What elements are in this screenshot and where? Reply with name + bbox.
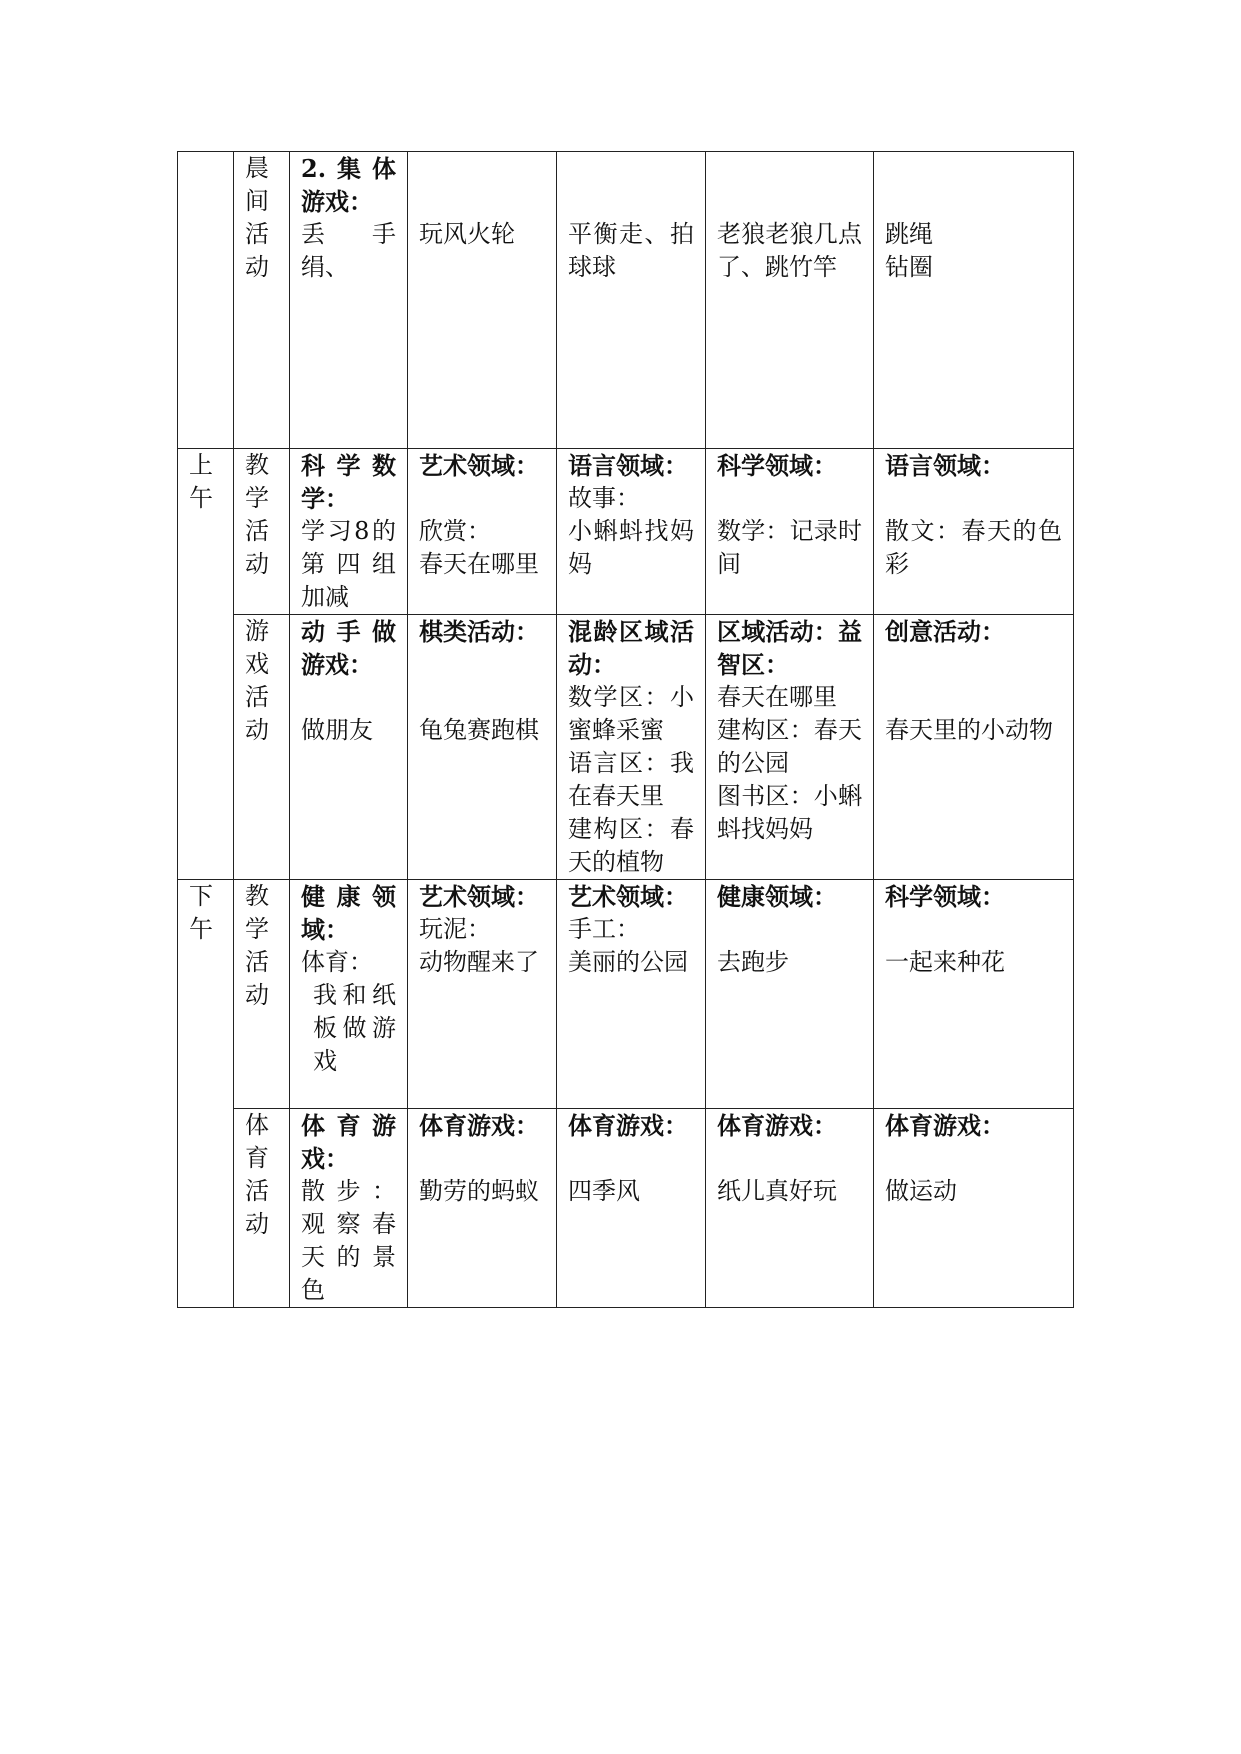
cell-heading: 体育游戏： — [301, 1111, 396, 1173]
cell-text: 春天里的小动物 — [885, 716, 1053, 744]
table-row — [178, 152, 1074, 449]
cell-text: 丢手绢、 — [301, 220, 396, 281]
activity-char: 活 — [245, 1177, 269, 1205]
period-cell-pm — [178, 880, 234, 1308]
cell-text: 语言区：我在春天里 — [568, 749, 694, 810]
period-char: 下 — [189, 882, 213, 910]
cell-heading: 区域活动：益智区： — [717, 617, 862, 679]
cell-text: 一起来种花 — [885, 948, 1005, 976]
table-row — [178, 449, 1074, 615]
schedule-cell — [408, 880, 557, 1109]
activity-label-cell — [234, 880, 290, 1109]
cell-text: 纸儿真好玩 — [717, 1177, 837, 1205]
cell-text: 学习8的第四组加减 — [301, 517, 396, 611]
schedule-cell — [290, 152, 408, 449]
schedule-cell — [706, 615, 874, 880]
schedule-cell — [706, 152, 874, 449]
cell-heading: 棋类活动： — [419, 617, 539, 646]
activity-char: 戏 — [245, 650, 269, 678]
schedule-cell — [874, 615, 1074, 880]
schedule-cell — [557, 880, 706, 1109]
schedule-cell — [874, 880, 1074, 1109]
cell-text: 钻圈 — [885, 253, 933, 281]
activity-char: 学 — [245, 915, 269, 943]
table-row — [178, 615, 1074, 880]
cell-text: 散文：春天的色彩 — [885, 517, 1062, 578]
cell-heading: 健康领域： — [301, 882, 396, 944]
cell-text: 平衡走、拍球球 — [568, 220, 694, 281]
cell-text: 图书区：小蝌蚪找妈妈 — [717, 782, 862, 843]
cell-text: 体育： — [301, 948, 373, 976]
cell-text: 数学：记录时间 — [717, 517, 862, 578]
cell-text: 勤劳的蚂蚁 — [419, 1177, 539, 1205]
cell-text: 欣赏： — [419, 517, 491, 545]
schedule-cell — [408, 152, 557, 449]
schedule-cell — [290, 449, 408, 615]
cell-heading: 体育游戏： — [717, 1111, 837, 1140]
activity-char: 学 — [245, 484, 269, 512]
cell-heading: 艺术领域： — [419, 882, 539, 911]
cell-heading: 创意活动： — [885, 617, 1005, 646]
cell-heading: 体育游戏： — [419, 1111, 539, 1140]
cell-text: 建构区：春天的植物 — [568, 815, 694, 876]
weekly-schedule-table — [177, 151, 1074, 1308]
activity-char: 活 — [245, 948, 269, 976]
activity-char: 动 — [245, 253, 269, 281]
period-char: 午 — [189, 915, 213, 943]
cell-text: 老狼老狼几点了、跳竹竿 — [717, 220, 862, 281]
cell-text: 四季风 — [568, 1177, 640, 1205]
cell-text: 做运动 — [885, 1177, 957, 1205]
schedule-cell — [557, 152, 706, 449]
schedule-cell — [706, 1109, 874, 1308]
cell-text: 春天在哪里 — [717, 683, 837, 711]
table-row — [178, 1109, 1074, 1308]
cell-text: 玩风火轮 — [419, 220, 515, 248]
schedule-cell — [706, 449, 874, 615]
activity-char: 间 — [245, 187, 269, 215]
activity-char: 育 — [245, 1144, 269, 1172]
cell-heading: 艺术领域： — [568, 882, 688, 911]
cell-text: 去跑步 — [717, 948, 789, 976]
schedule-cell — [408, 1109, 557, 1308]
schedule-cell — [408, 615, 557, 880]
cell-text: 小蝌蚪找妈妈 — [568, 517, 694, 578]
cell-heading: 动手做游戏： — [301, 617, 396, 679]
activity-char: 活 — [245, 220, 269, 248]
cell-text: 数学区：小蜜蜂采蜜 — [568, 683, 694, 744]
schedule-cell — [408, 449, 557, 615]
activity-char: 晨 — [245, 154, 269, 182]
cell-heading: 2.集体游戏： — [301, 154, 396, 216]
activity-char: 体 — [245, 1111, 269, 1139]
activity-char: 动 — [245, 981, 269, 1009]
schedule-cell — [706, 880, 874, 1109]
schedule-cell — [557, 615, 706, 880]
activity-label-cell — [234, 615, 290, 880]
cell-text: 做朋友 — [301, 716, 373, 744]
cell-heading: 语言领域： — [885, 451, 1005, 480]
cell-heading: 语言领域： — [568, 451, 688, 480]
schedule-cell — [290, 880, 408, 1109]
period-cell-am — [178, 449, 234, 880]
cell-heading: 科学数学： — [301, 451, 396, 513]
cell-heading: 艺术领域： — [419, 451, 539, 480]
activity-char: 游 — [245, 617, 269, 645]
schedule-cell — [874, 152, 1074, 449]
cell-heading: 健康领域： — [717, 882, 837, 911]
activity-char: 教 — [245, 451, 269, 479]
activity-label-cell — [234, 1109, 290, 1308]
activity-char: 动 — [245, 716, 269, 744]
table-row — [178, 880, 1074, 1109]
activity-label-cell — [234, 449, 290, 615]
cell-text: 动物醒来了 — [419, 948, 539, 976]
cell-text: 春天在哪里 — [419, 550, 539, 578]
cell-text: 故事： — [568, 484, 640, 512]
schedule-cell — [874, 1109, 1074, 1308]
cell-text: 玩泥： — [419, 915, 491, 943]
schedule-cell — [290, 615, 408, 880]
activity-char: 活 — [245, 517, 269, 545]
cell-text: 散步：观察春天的景色 — [301, 1177, 396, 1304]
cell-text: 手工： — [568, 915, 640, 943]
cell-heading: 体育游戏： — [885, 1111, 1005, 1140]
cell-heading: 科学领域： — [717, 451, 837, 480]
schedule-cell — [557, 1109, 706, 1308]
cell-heading: 科学领域： — [885, 882, 1005, 911]
activity-char: 活 — [245, 683, 269, 711]
period-cell-blank — [178, 152, 234, 449]
cell-text: 美丽的公园 — [568, 948, 688, 976]
period-char: 午 — [189, 484, 213, 512]
activity-label-cell — [234, 152, 290, 449]
cell-text: 跳绳 — [885, 220, 933, 248]
cell-text: 我和纸板做游戏 — [313, 981, 396, 1075]
cell-heading: 体育游戏： — [568, 1111, 688, 1140]
schedule-cell — [557, 449, 706, 615]
activity-char: 动 — [245, 1210, 269, 1238]
cell-heading: 混龄区域活动： — [568, 617, 694, 679]
schedule-cell — [290, 1109, 408, 1308]
period-char: 上 — [189, 451, 213, 479]
cell-text: 龟兔赛跑棋 — [419, 716, 539, 744]
activity-char: 动 — [245, 550, 269, 578]
cell-text: 建构区：春天的公园 — [717, 716, 862, 777]
activity-char: 教 — [245, 882, 269, 910]
schedule-cell — [874, 449, 1074, 615]
